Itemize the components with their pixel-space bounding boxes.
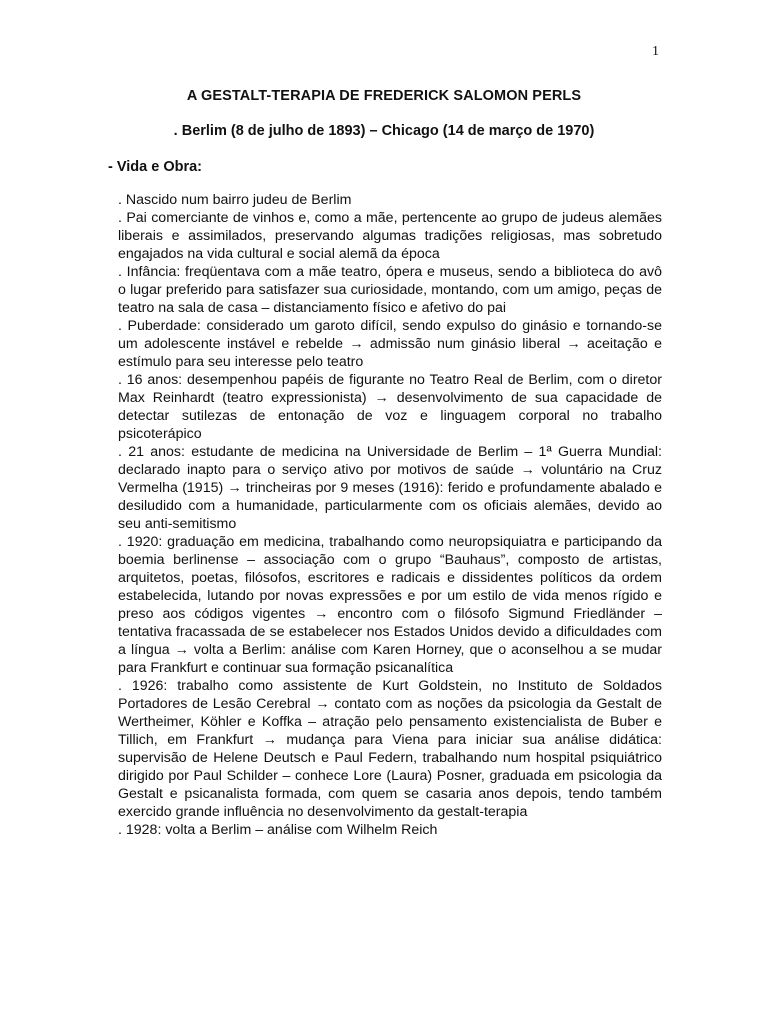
entry-age-21: . 21 anos: estudante de medicina na Universidade de Berlim – 1ª Guerra Mundial: declarado inapto para o serviço ativo por motivos de saúde → voluntário na Cruz Vermelha (1915) → trincheiras por 9 meses (1916): ferido e profundamente abalado e desiludido com a humanidade, particularmente com os oficiais alemães, devido ao seu anti-semitismo [118, 444, 662, 532]
body-text [118, 191, 662, 839]
entry-1926: . 1926: trabalho como assistente de Kurt Goldstein, no Instituto de Soldados Portadores de Lesão Cerebral → contato com as noções da psicologia da Gestalt de Wertheimer, Köhler e Koffka – atração pelo pensamento existencialista de Buber e Tillich, em Frankfurt → mudança para Viena para iniciar sua análise didática: supervisão de Helene Deutsch e Paul Federn, trabalhando num hospital psiquiátrico dirigido por Paul Schilder – conhece Lore (Laura) Posner, graduada em psicologia da Gestalt e psicanalista formada, com quem se casaria anos depois, tendo também exercido grande influência no desenvolvimento da gestalt-terapia [118, 678, 662, 820]
entry-father: . Pai comerciante de vinhos e, como a mãe, pertencente ao grupo de judeus alemães liberais e assimilados, preservando algumas tradições religiosas, mas sobretudo engajados na vida cultural e social alemã da época [118, 210, 662, 262]
entry-puberty: . Puberdade: considerado um garoto difícil, sendo expulso do ginásio e tornando-se um adolescente instável e rebelde → admissão num ginásio liberal → aceitação e estímulo para seu interesse pelo teatro [118, 318, 662, 370]
document-title: A GESTALT-TERAPIA DE FREDERICK SALOMON PERLS [186, 88, 582, 104]
section-heading: - Vida e Obra: [108, 159, 203, 175]
entry-birth: . Nascido num bairro judeu de Berlim [118, 192, 352, 208]
entry-1920: . 1920: graduação em medicina, trabalhando como neuropsiquiatra e participando da boemia berlinense – associação com o grupo “Bauhaus”, composto de artistas, arquitetos, poetas, filósofos, escritores e radicais e dissidentes políticos da ordem estabelecida, lutando por novas expressões e por um estilo de vida menos rígido e preso aos códigos vigentes → encontro com o filósofo Sigmund Friedländer – tentativa fracassada de se estabelecer nos Estados Unidos devido a dificuldades com a língua → volta a Berlim: análise com Karen Horney, que o aconselhou a se mudar para Frankfurt e continuar sua formação psicanalítica [118, 534, 662, 676]
entry-age-16: . 16 anos: desempenhou papéis de figurante no Teatro Real de Berlim, com o diretor Max Reinhardt (teatro expressionista) → desenvolvimento de sua capacidade de detectar sutilezas de entonação de voz e linguagem corporal no trabalho psicoterápico [118, 372, 662, 442]
page-number: 1 [652, 44, 659, 59]
entry-childhood: . Infância: freqüentava com a mãe teatro, ópera e museus, sendo a biblioteca do avô o lugar preferido para satisfazer sua curiosidade, montando, com um amigo, peças de teatro na sala de casa – distanciamento físico e afetivo do pai [118, 264, 662, 316]
document-subtitle: . Berlim (8 de julho de 1893) – Chicago (14 de março de 1970) [173, 123, 595, 139]
entry-1928: . 1928: volta a Berlim – análise com Wilhelm Reich [118, 822, 438, 838]
